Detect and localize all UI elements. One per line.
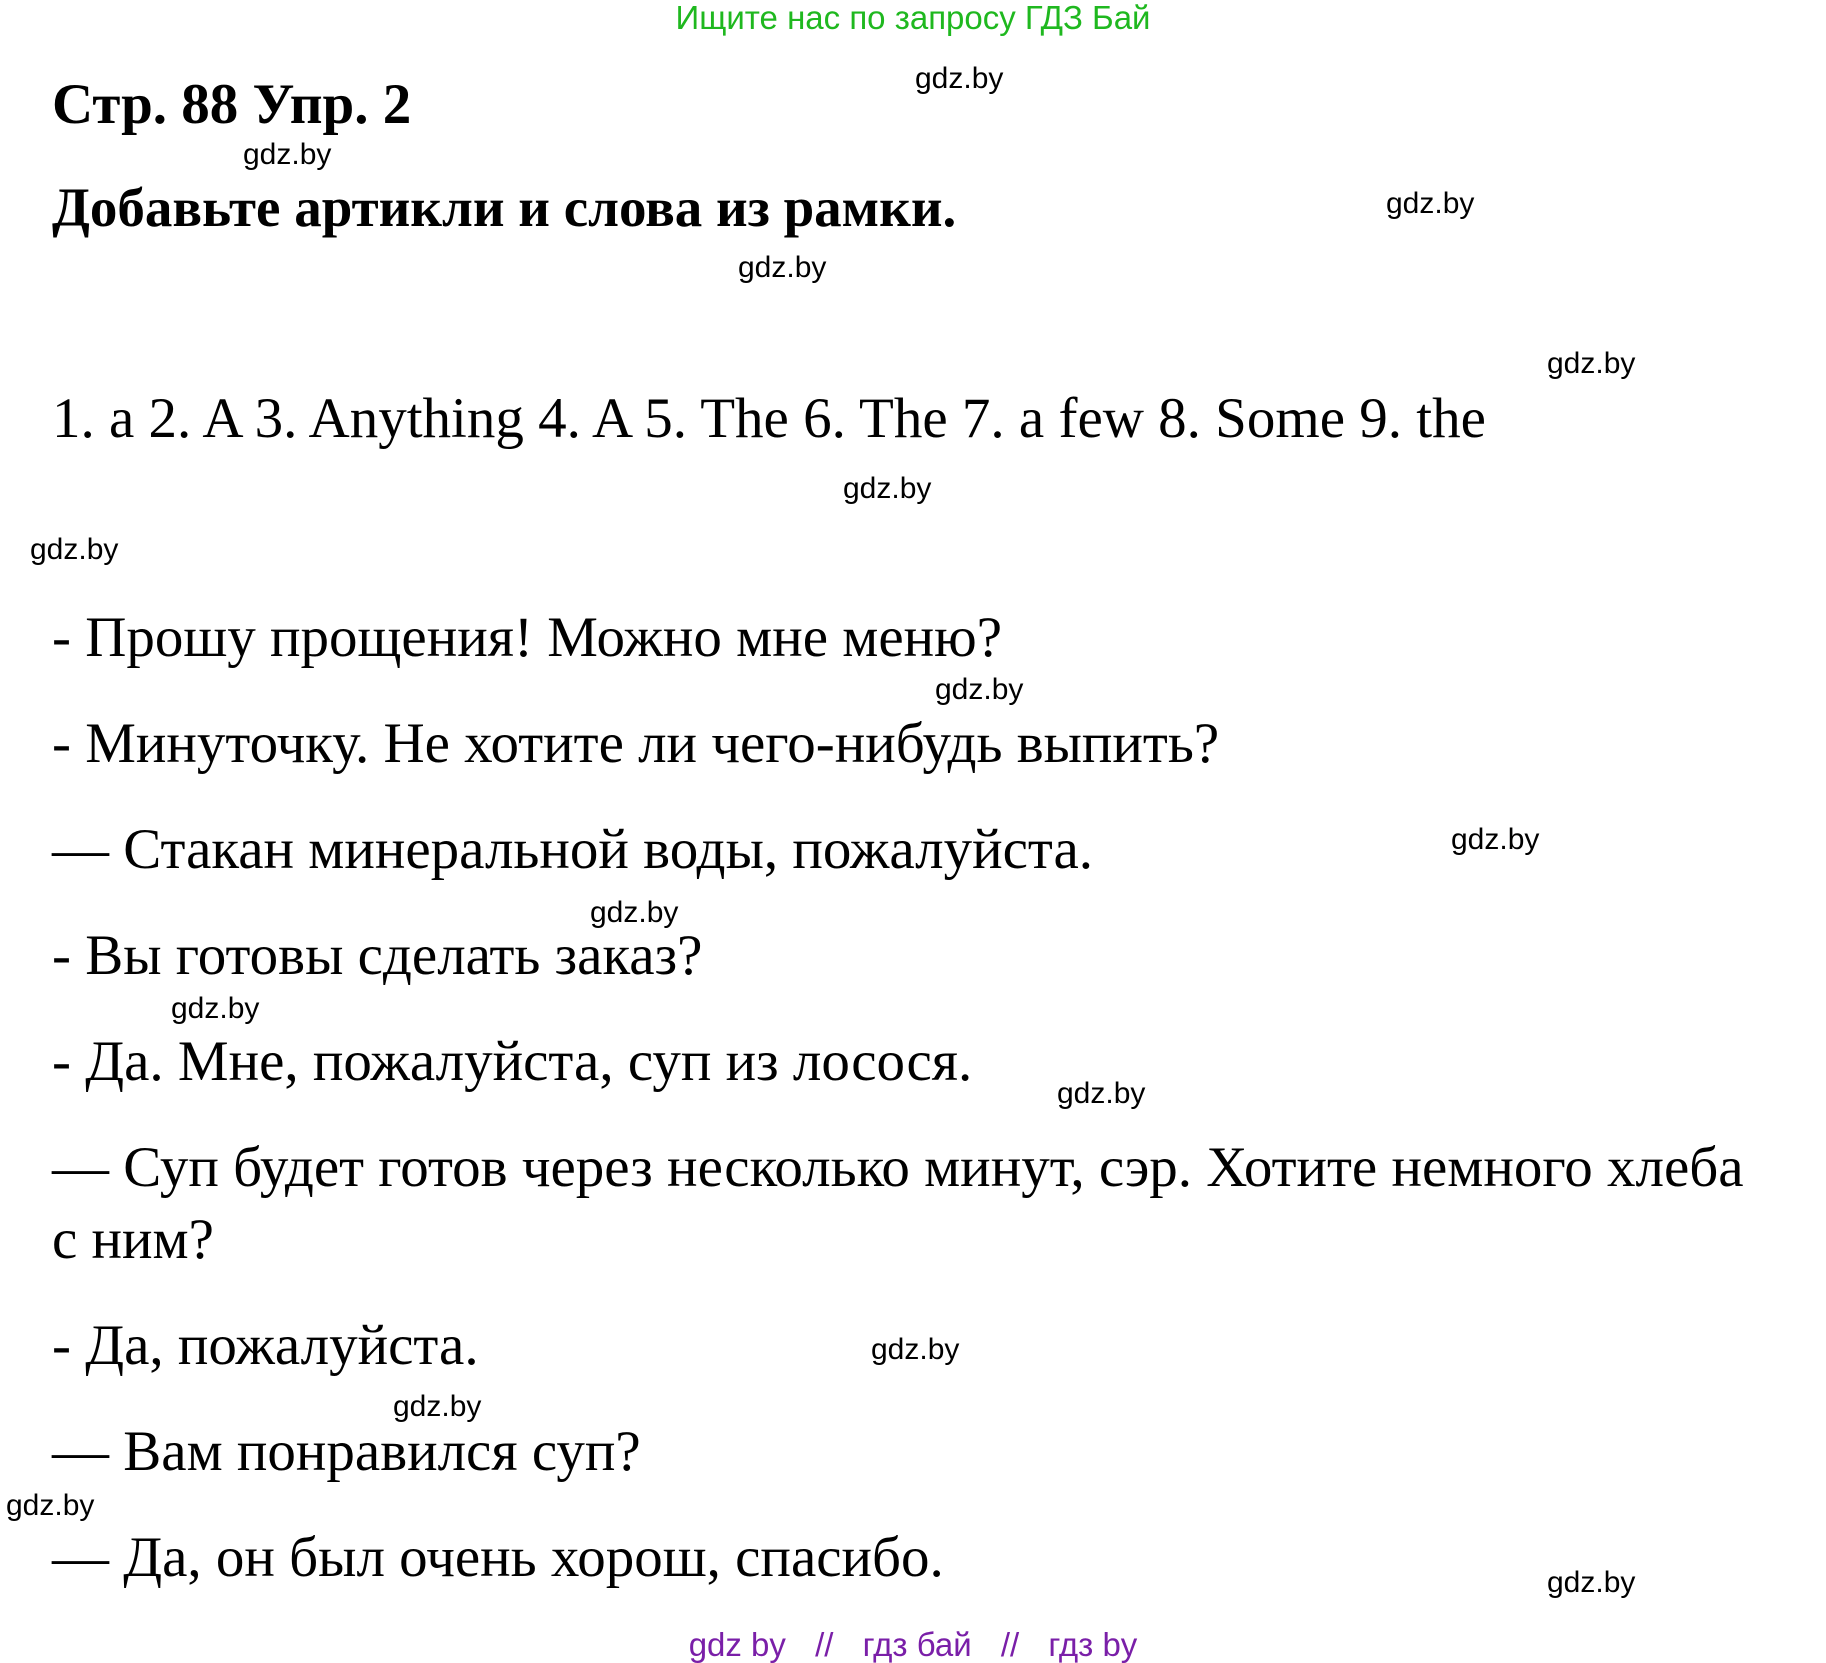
watermark: gdz.by [1547, 347, 1636, 380]
dialogue-line: — Вам понравился суп? [52, 1420, 641, 1483]
footer-link[interactable]: гдз бай [862, 1626, 972, 1663]
watermark: gdz.by [393, 1390, 482, 1423]
footer-link[interactable]: gdz by [688, 1626, 786, 1663]
watermark: gdz.by [243, 138, 332, 171]
watermark: gdz.by [915, 62, 1004, 95]
dialogue-line: - Вы готовы сделать заказ? [52, 924, 703, 987]
dialogue-line: с ним? [52, 1208, 214, 1271]
top-banner: Ищите нас по запросу ГДЗ Бай [675, 0, 1151, 36]
watermark: gdz.by [1386, 187, 1475, 220]
dialogue-line: - Минуточку. Не хотите ли чего-нибудь выпить? [52, 712, 1220, 775]
footer [0, 1627, 1826, 1663]
watermark: gdz.by [1057, 1077, 1146, 1110]
footer-separator: // [1000, 1626, 1020, 1663]
watermark: gdz.by [738, 251, 827, 284]
dialogue-line: — Суп будет готов через несколько минут, сэр. Хотите немного хлеба [52, 1136, 1744, 1199]
watermark: gdz.by [1547, 1566, 1636, 1599]
dialogue-line: - Да, пожалуйста. [52, 1314, 479, 1377]
footer-link[interactable]: гдз by [1048, 1626, 1138, 1663]
watermark: gdz.by [590, 896, 679, 929]
answers-line: 1. a 2. A 3. Anything 4. A 5. The 6. The 7. a few 8. Some 9. the [52, 387, 1486, 450]
footer-separator: // [815, 1626, 834, 1663]
dialogue-line: - Да. Мне, пожалуйста, суп из лосося. [52, 1030, 973, 1093]
watermark: gdz.by [935, 673, 1024, 706]
watermark: gdz.by [30, 533, 119, 566]
watermark: gdz.by [843, 472, 932, 505]
page-title: Стр. 88 Упр. 2 [52, 73, 412, 136]
dialogue-line: — Да, он был очень хорош, спасибо. [52, 1526, 944, 1589]
task-instruction: Добавьте артикли и слова из рамки. [52, 177, 957, 238]
watermark: gdz.by [1451, 823, 1540, 856]
watermark: gdz.by [171, 992, 260, 1025]
watermark: gdz.by [871, 1333, 960, 1366]
dialogue-line: - Прошу прощения! Можно мне меню? [52, 606, 1003, 669]
watermark: gdz.by [6, 1489, 95, 1522]
dialogue-line: — Стакан минеральной воды, пожалуйста. [52, 818, 1094, 881]
